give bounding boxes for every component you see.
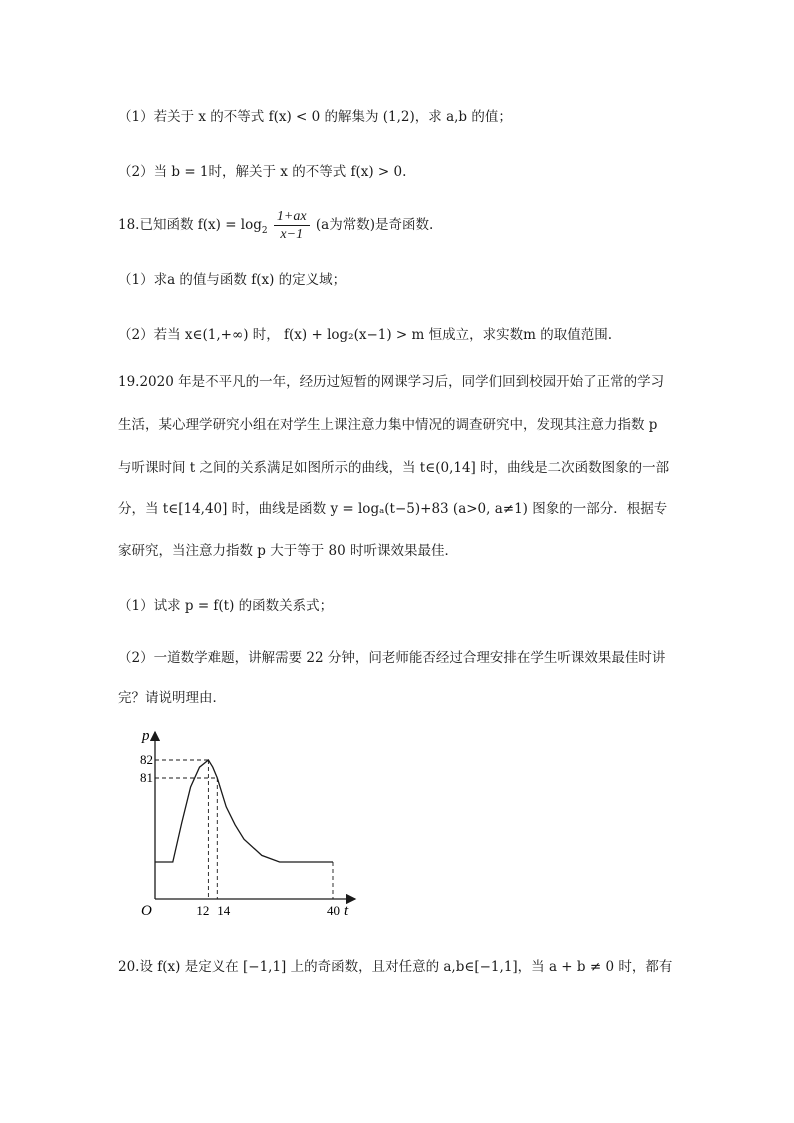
problem18-part1: （1）求a 的值与函数 f(x) 的定义域； [118,272,347,288]
problem19-part1: （1）试求 p = f(t) 的函数关系式； [118,598,334,614]
x-tick-label-14: 14 [217,903,231,918]
problem19-part2-line2: 完？请说明理由． [118,690,226,706]
y-axis-label: p [142,728,150,744]
x-tick-label-12: 12 [196,903,210,918]
problem19-line2: 生活，某心理学研究小组在对学生上课注意力集中情况的调查研究中，发现其注意力指数 p [118,417,658,433]
problem18-fraction [274,208,310,243]
problem19-line3: 与听课时间 t 之间的关系满足如图所示的曲线，当 t∈(0,14] 时，曲线是二次函数图象的一部 [118,460,670,476]
problem17-part2: （2）当 b = 1时，解关于 x 的不等式 f(x) > 0. [118,164,407,180]
attention-curve-line [155,760,333,862]
problem18-frac-denominator: x−1 [280,227,304,242]
problem17-part1: （1）若关于 x 的不等式 f(x) < 0 的解集为 (1,2)，求 a,b 的值； [118,109,512,125]
problem18-log-base: 2 [261,226,268,236]
problem18-stem-suffix: (a为常数)是奇函数. [315,217,434,233]
problem18-stem [118,205,433,247]
y-tick-label-81: 81 [140,770,153,785]
attention-curve-chart [120,722,370,927]
origin-label: O [141,903,152,919]
problem19-part2-line1: （2）一道数学难题，讲解需要 22 分钟，问老师能否经过合理安排在学生听课效果最佳时讲 [118,650,666,666]
problem19-line4: 分，当 t∈[14,40] 时，曲线是函数 y = logₐ(t−5)+83 (a>0, a≠1) 图象的一部分．根据专 [118,501,668,517]
problem18-stem-prefix: 18.已知函数 f(x) = log [118,217,262,233]
problem19-line5: 家研究，当注意力指数 p 大于等于 80 时听课效果最佳． [118,543,458,559]
problem18-frac-numerator: 1+ax [274,208,310,226]
x-axis-label: t [344,903,349,919]
y-tick-label-82: 82 [140,752,153,767]
problem19-line1: 19.2020 年是不平凡的一年，经历过短暂的网课学习后，同学们回到校园开始了正常的学习 [118,374,665,390]
x-tick-label-40: 40 [327,903,340,918]
problem18-part2: （2）若当 x∈(1,+∞) 时， f(x) + log₂(x−1) > m 恒成立，求实数m 的取值范围. [118,327,612,343]
problem20-line1: 20.设 f(x) 是定义在 [−1,1] 上的奇函数，且对任意的 a,b∈[−1,1]，当 a + b ≠ 0 时，都有 [118,959,673,975]
